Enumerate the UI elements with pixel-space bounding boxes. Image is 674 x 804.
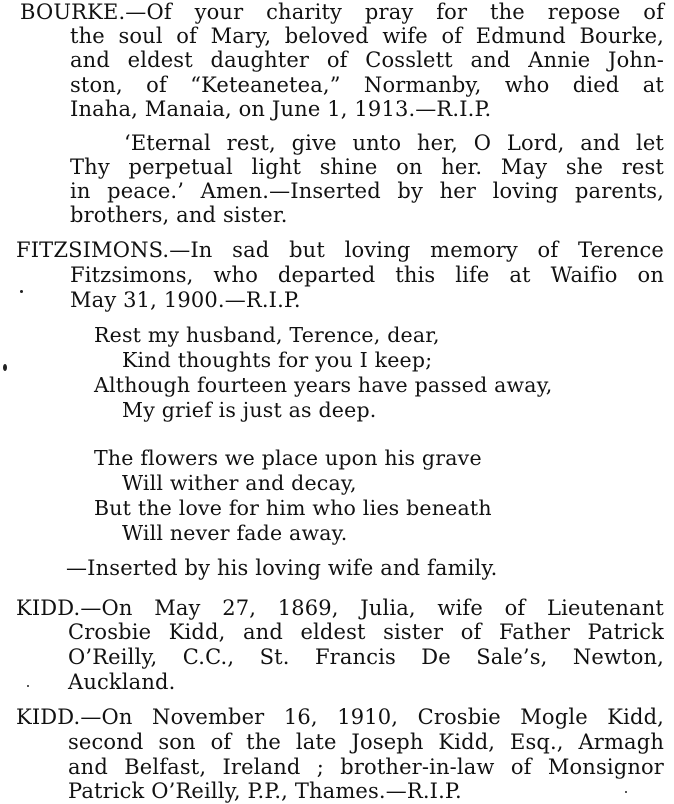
notice-line: May 31, 1900.—R.I.P. — [70, 288, 301, 312]
prayer-line: Thy perpetual light shine on her. May she rest — [70, 155, 664, 179]
poem-line: Will wither and decay, — [122, 471, 357, 495]
notice-line: second son of the late Joseph Kidd, Esq., Armagh — [68, 730, 664, 754]
notice-line: and Belfast, Ireland ; brother-in-law of Monsignor — [68, 755, 664, 779]
print-speck — [27, 685, 29, 687]
poem-line: Although fourteen years have passed away, — [94, 373, 553, 397]
notice-line: and eldest daughter of Cosslett and Annie John- — [70, 48, 664, 72]
poem-line: Kind thoughts for you I keep; — [122, 348, 433, 372]
notice-line: Crosbie Kidd, and eldest sister of Father Patrick — [68, 620, 664, 644]
poem-line: But the love for him who lies beneath — [94, 496, 492, 520]
notice-line: Auckland. — [68, 670, 176, 694]
prayer-line: brothers, and sister. — [70, 203, 288, 227]
notice-line: O’Reilly, C.C., St. Francis De Sale’s, Newton, — [68, 645, 664, 669]
notice-line: Inaha, Manaia, on June 1, 1913.—R.I.P. — [70, 97, 492, 121]
notice-text: —Of your charity pray for the repose of — [125, 0, 664, 24]
print-speck — [3, 364, 7, 371]
prayer-line: in peace.’ Amen.—Inserted by her loving parents, — [70, 179, 664, 203]
notice-line: Fitzsimons, who departed this life at Waifio on — [70, 263, 664, 287]
notice-heading: BOURKE. — [20, 0, 126, 24]
notice-line — [16, 596, 664, 620]
print-speck — [20, 290, 23, 293]
prayer-line: ‘Eternal rest, give unto her, O Lord, and let — [124, 131, 664, 155]
poem-line: My grief is just as deep. — [122, 398, 377, 422]
notice-line: ston, of “Keteanetea,” Normanby, who died at — [70, 73, 664, 97]
print-speck — [625, 791, 627, 793]
notice-line — [16, 238, 664, 262]
notice-line — [16, 705, 664, 729]
poem-line: Will never fade away. — [122, 521, 348, 545]
notice-signature: —Inserted by his loving wife and family. — [66, 556, 498, 580]
notice-line — [20, 0, 664, 24]
notice-heading: KIDD. — [16, 705, 81, 729]
notice-line: the soul of Mary, beloved wife of Edmund Bourke, — [70, 24, 664, 48]
notice-text: —In sad but loving memory of Terence — [169, 238, 664, 262]
notice-line: Patrick O’Reilly, P.P., Thames.—R.I.P. — [68, 779, 462, 803]
notice-heading: FITZSIMONS. — [16, 238, 170, 262]
poem-line: Rest my husband, Terence, dear, — [94, 323, 440, 347]
notice-text: —On May 27, 1869, Julia, wife of Lieutenant — [80, 596, 664, 620]
notice-heading: KIDD. — [16, 596, 81, 620]
poem-line: The flowers we place upon his grave — [94, 446, 482, 470]
notice-text: —On November 16, 1910, Crosbie Mogle Kidd, — [80, 705, 664, 729]
